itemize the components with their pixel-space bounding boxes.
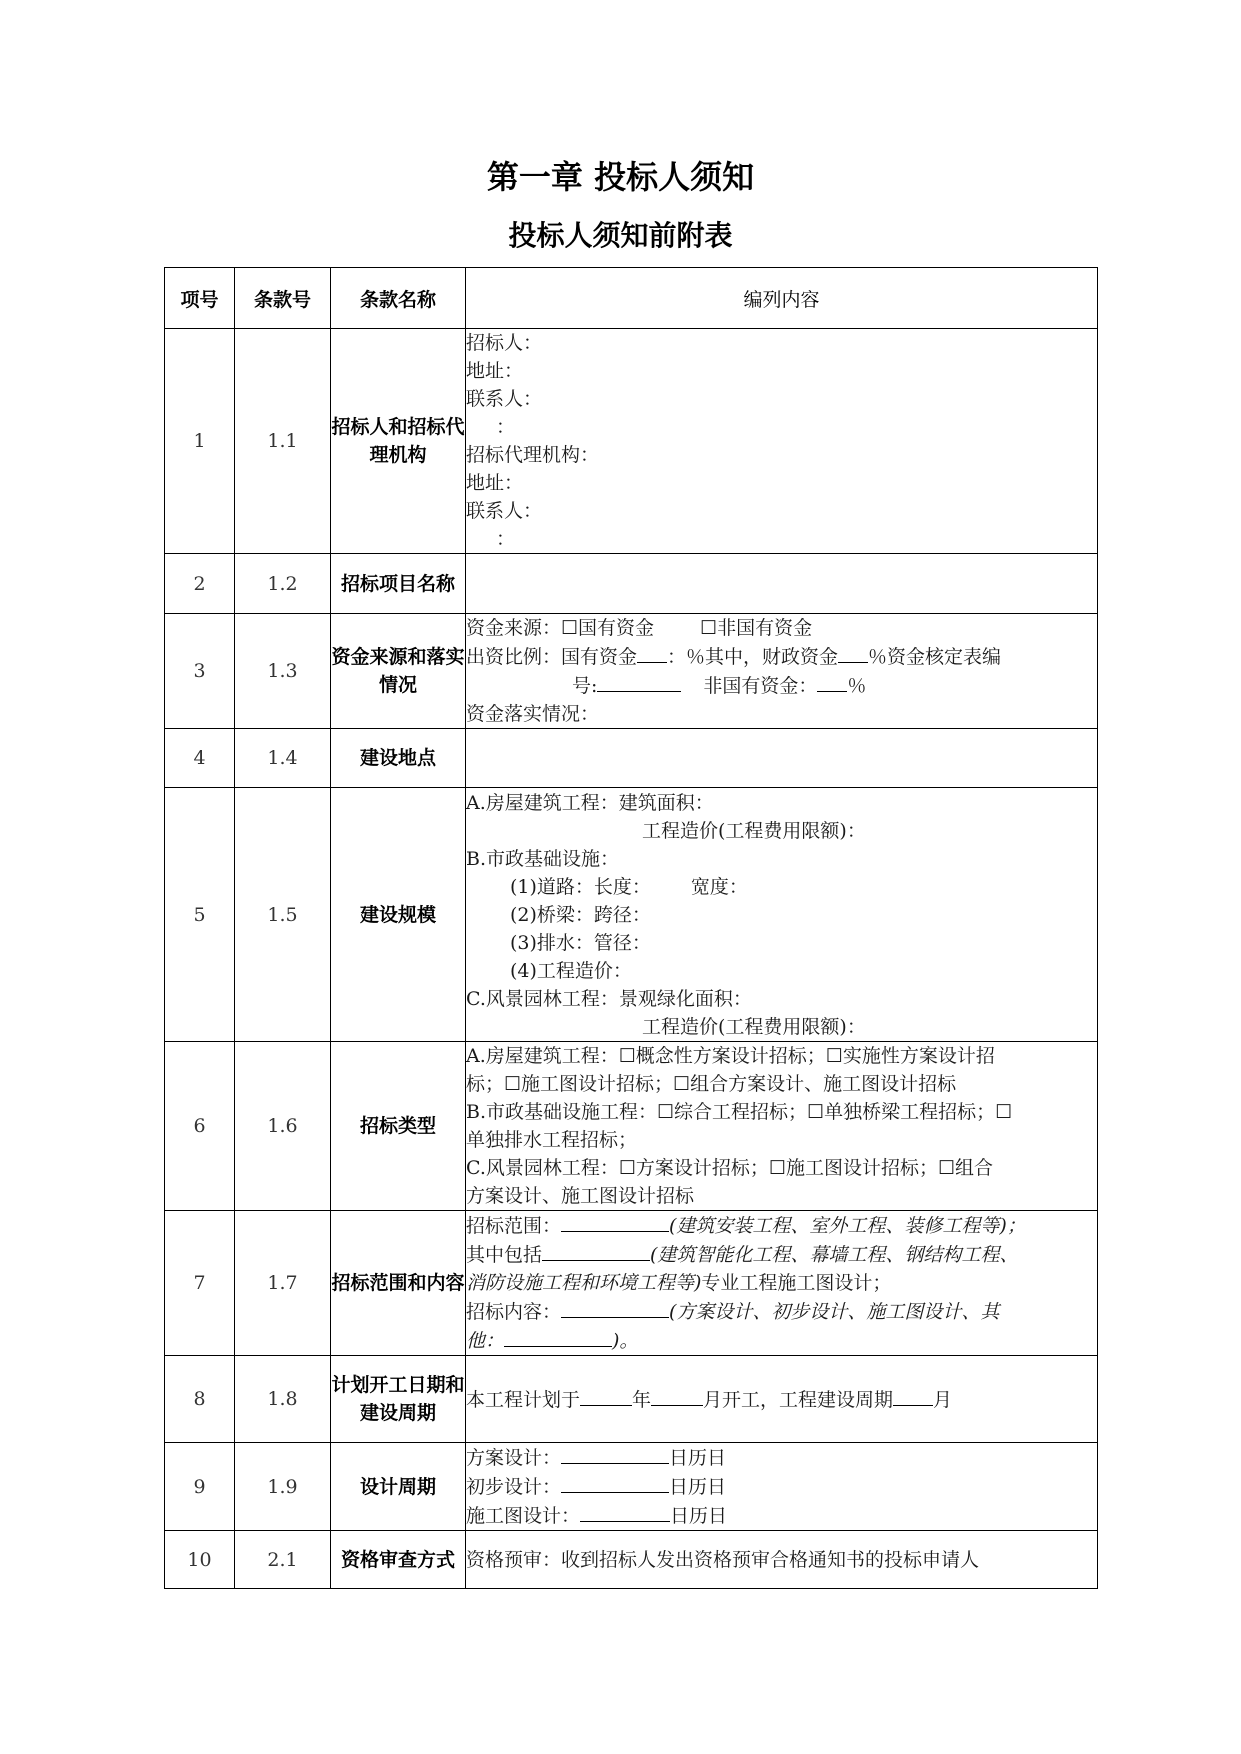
page-subtitle: 投标人须知前附表 [508, 219, 733, 252]
blank-line[interactable] [542, 1240, 650, 1261]
page-title: 第一章 投标人须知 [486, 158, 755, 196]
clause-no: 1.9 [235, 1443, 331, 1531]
item-no: 7 [165, 1211, 235, 1356]
clause-content [466, 1211, 1098, 1356]
content-line: C.风景园林工程：景观绿化面积： [466, 987, 752, 1010]
item-no: 1 [165, 329, 235, 554]
clause-content [466, 329, 1098, 554]
item-no: 8 [165, 1356, 235, 1443]
clause-name: 资金来源和落实情况 [331, 614, 466, 729]
content-line: 招标代理机构： [466, 444, 600, 466]
content-line: (4)工程造价： [510, 959, 632, 982]
clause-no: 1.3 [235, 614, 331, 729]
content-line: 联系人： [466, 500, 543, 522]
blank-line[interactable] [504, 1326, 612, 1347]
content-line: (3)排水：管径： [510, 931, 651, 954]
content-line: 消防设施工程和环境工程等)专业工程施工图设计； [466, 1272, 892, 1294]
content-line: A.房屋建筑工程：建筑面积： [466, 791, 714, 814]
table-row [165, 1443, 1098, 1531]
clause-content [466, 614, 1098, 729]
header-content: 编列内容 [466, 268, 1098, 329]
bidder-instructions-table [164, 267, 1098, 1589]
clause-content [466, 1042, 1098, 1211]
clause-no: 2.1 [235, 1531, 331, 1589]
clause-no: 1.5 [235, 788, 331, 1042]
content-line: 他： )。 [466, 1326, 1097, 1355]
content-line: 标；☐施工图设计招标；☐组合方案设计、施工图设计招标 [466, 1073, 957, 1095]
clause-name: 招标类型 [331, 1042, 466, 1211]
clause-no: 1.2 [235, 554, 331, 614]
content-line: B.市政基础设施： [466, 847, 620, 870]
clause-name: 建设地点 [331, 729, 466, 788]
clause-content [466, 1356, 1098, 1443]
clause-name: 招标项目名称 [331, 554, 466, 614]
header-clause-name: 条款名称 [331, 268, 466, 329]
clause-name: 资格审查方式 [331, 1531, 466, 1589]
clause-name: 建设规模 [331, 788, 466, 1042]
content-line: (1)道路：长度： 宽度： [510, 875, 748, 898]
table-row [165, 329, 1098, 554]
clause-name: 招标范围和内容 [331, 1211, 466, 1356]
item-no: 9 [165, 1443, 235, 1531]
content-line: 施工图设计： 日历日 [466, 1501, 1097, 1530]
table-row [165, 1356, 1098, 1443]
header-item-no: 项号 [165, 268, 235, 329]
blank-line[interactable] [580, 1501, 670, 1522]
clause-name: 设计周期 [331, 1443, 466, 1531]
clause-content [466, 788, 1098, 1042]
content-line: C.风景园林工程：☐方案设计招标；☐施工图设计招标；☐组合 [466, 1157, 994, 1179]
content-line: 地址： [466, 360, 524, 382]
clause-no: 1.4 [235, 729, 331, 788]
clause-no: 1.8 [235, 1356, 331, 1443]
item-no: 4 [165, 729, 235, 788]
content-line: 招标范围： (建筑安装工程、室外工程、装修工程等)； [466, 1211, 1097, 1240]
content-line: 号: 非国有资金： ％ [466, 671, 1097, 700]
blank-line[interactable] [561, 1472, 669, 1493]
clause-no: 1.1 [235, 329, 331, 554]
clause-content [466, 729, 1098, 788]
item-no: 3 [165, 614, 235, 729]
content-line: 出资比例：国有资金 ：％其中，财政资金 ％资金核定表编 [466, 642, 1097, 671]
content-line: B.市政基础设施工程：☐综合工程招标；☐单独桥梁工程招标；☐ [466, 1101, 1013, 1123]
content-line: 其中包括 (建筑智能化工程、幕墙工程、钢结构工程、 [466, 1240, 1097, 1269]
content-line: 工程造价(工程费用限额)： [642, 1015, 866, 1038]
clause-name: 招标人和招标代理机构 [331, 329, 466, 554]
content-line: 单独排水工程招标； [466, 1129, 638, 1151]
table-row [165, 788, 1098, 1042]
content-line: ： [496, 528, 516, 550]
table-row [165, 554, 1098, 614]
content-line: 工程造价(工程费用限额)： [642, 819, 866, 842]
content-line: (2)桥梁：跨径： [510, 903, 651, 926]
content-line: 方案设计、施工图设计招标 [466, 1185, 695, 1207]
blank-line[interactable] [561, 1443, 669, 1464]
table-row [165, 729, 1098, 788]
content-line: 初步设计： 日历日 [466, 1472, 1097, 1501]
content-line: 招标人： [466, 332, 543, 354]
blank-line[interactable] [893, 1385, 933, 1406]
content-line: 招标内容： (方案设计、初步设计、施工图设计、其 [466, 1297, 1097, 1326]
content-line: 资格预审：收到招标人发出资格预审合格通知书的投标申请人 [466, 1548, 980, 1571]
content-line: A.房屋建筑工程：☐概念性方案设计招标；☐实施性方案设计招 [466, 1045, 995, 1067]
blank-line[interactable] [561, 1211, 669, 1232]
blank-line[interactable] [637, 642, 667, 663]
table-row [165, 1531, 1098, 1589]
blank-line[interactable] [561, 1297, 669, 1318]
blank-line[interactable] [651, 1385, 703, 1406]
item-no: 2 [165, 554, 235, 614]
clause-no: 1.6 [235, 1042, 331, 1211]
table-row [165, 614, 1098, 729]
content-line: 方案设计： 日历日 [466, 1443, 1097, 1472]
item-no: 5 [165, 788, 235, 1042]
blank-line[interactable] [580, 1385, 632, 1406]
clause-content [466, 1531, 1098, 1589]
item-no: 10 [165, 1531, 235, 1589]
table-row [165, 1042, 1098, 1211]
content-line: 资金落实情况： [466, 703, 600, 725]
content-line: 资金来源：☐国有资金 ☐非国有资金 [466, 617, 813, 639]
blank-line[interactable] [817, 671, 847, 692]
clause-content [466, 554, 1098, 614]
content-line: 本工程计划于 年 月开工，工程建设周期 月 [466, 1385, 1097, 1414]
header-clause-no: 条款号 [235, 268, 331, 329]
item-no: 6 [165, 1042, 235, 1211]
content-line: 地址： [466, 472, 524, 494]
clause-name: 计划开工日期和建设周期 [331, 1356, 466, 1443]
blank-line[interactable] [838, 642, 868, 663]
clause-content [466, 1443, 1098, 1531]
content-line: 联系人： [466, 388, 543, 410]
table-header-row [165, 268, 1098, 329]
clause-no: 1.7 [235, 1211, 331, 1356]
table-row [165, 1211, 1098, 1356]
content-line: ： [496, 416, 516, 438]
blank-line[interactable] [597, 671, 681, 692]
